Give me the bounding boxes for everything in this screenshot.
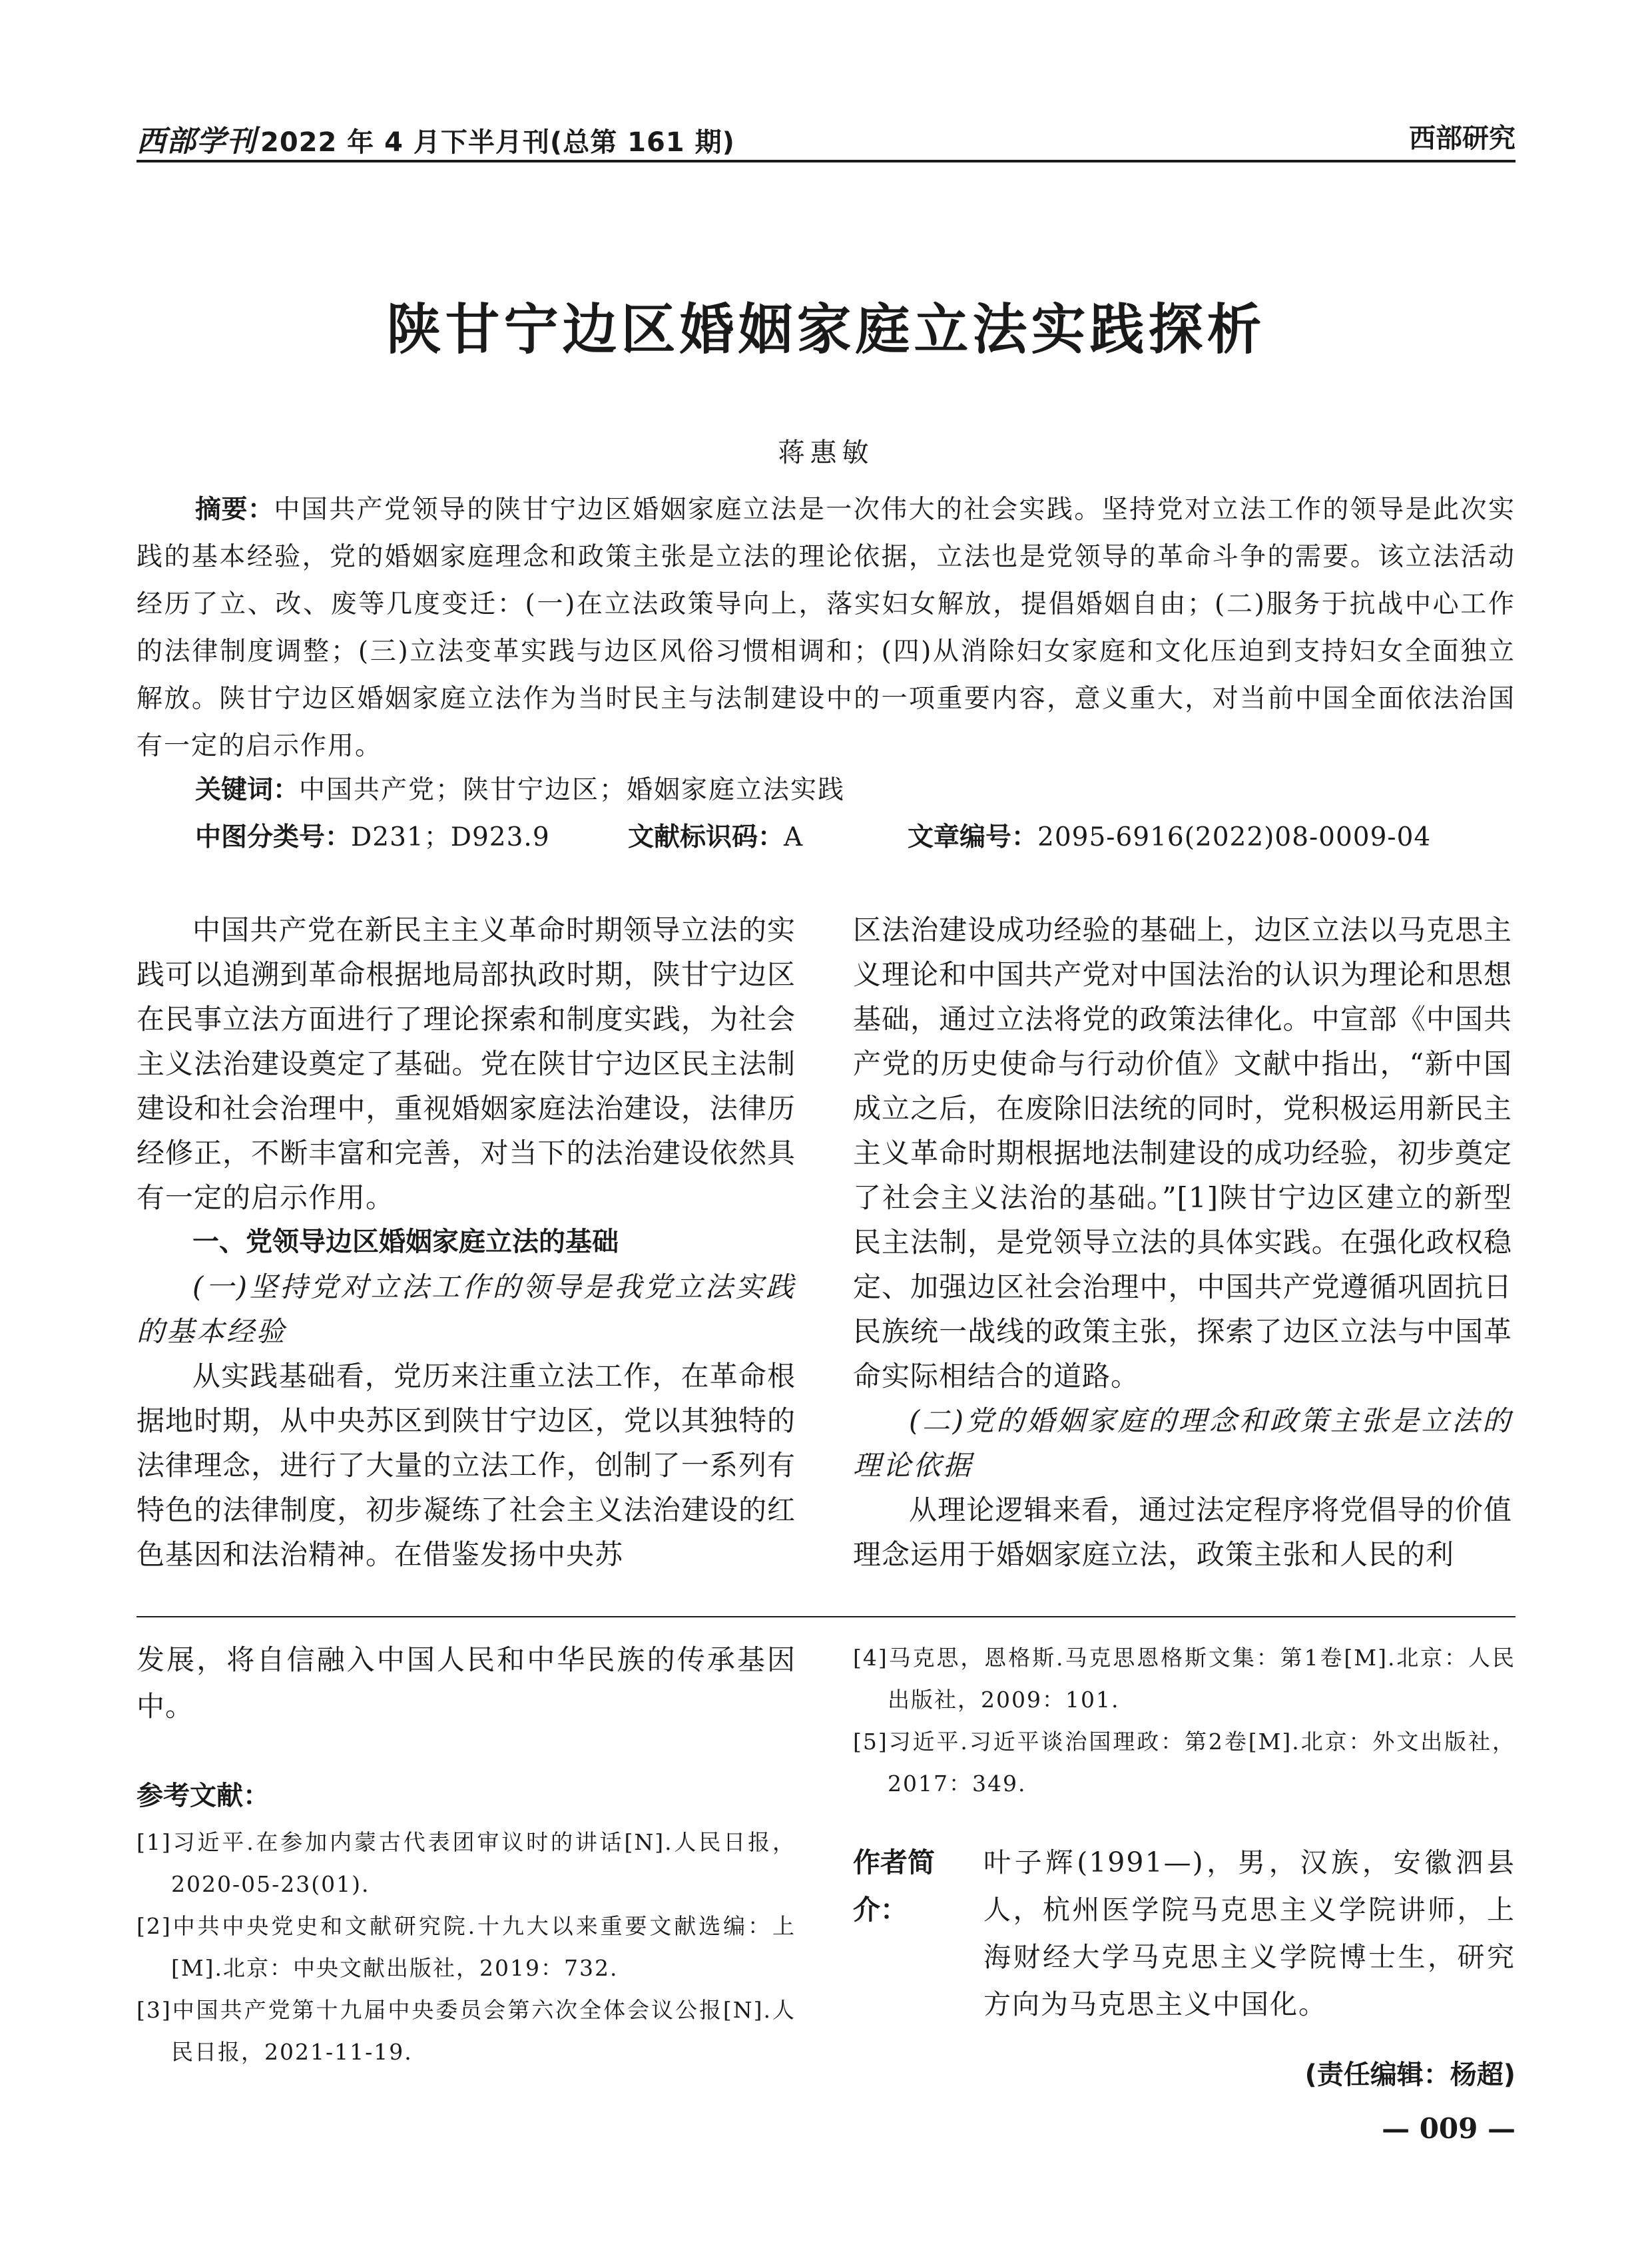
subsection-heading: (二)党的婚姻家庭的理念和政策主张是立法的理论依据: [853, 1404, 1512, 1482]
abstract-text: 中国共产党领导的陕甘宁边区婚姻家庭立法是一次伟大的社会实践。坚持党对立法工作的领导是此次实践的基本经验，党的婚姻家庭理念和政策主张是立法的理论依据，立法也是党领导的革命斗争的需要。该立法活动经历了立、改、废等几度变迁：(一)在立法政策导向上，落实妇女解放，提倡婚姻自由；(二)服务于抗战中心工作的法律制度调整；(三)立法变革实践与边区风俗习惯相调和；(四)从消除妇女家庭和文化压迫到支持妇女全面独立解放。陕甘宁边区婚姻家庭立法作为当时民主与法制建设中的一项重要内容，意义重大，对当前中国全面依法治国有一定的启示作用。: [137, 495, 1515, 761]
article-no-value: 2095-6916(2022)08-0009-04: [1037, 822, 1432, 852]
abstract-label: 摘要：: [195, 495, 274, 525]
references-list-right: [853, 1637, 1515, 1805]
doc-code-label: 文献标识码：: [628, 822, 784, 852]
issue-info: 2022 年 4 月下半月刊(总第 161 期): [260, 127, 735, 158]
header-rule: [137, 160, 1515, 162]
body-paragraph: 中国共产党在新民主主义革命时期领导立法的实践可以追溯到革命根据地局部执政时期，陕甘宁边区在民事立法方面进行了理论探索和制度实践，为社会主义法治建设奠定了基础。党在陕甘宁边区民主法制建设和社会治理中，重视婚姻家庭法治建设，法律历经修正，不断丰富和完善，对当下的法治建设依然具有一定的启示作用。: [137, 914, 796, 1214]
body-paragraph: 区法治建设成功经验的基础上，边区立法以马克思主义理论和中国共产党对中国法治的认识为理论和思想基础，通过立法将党的政策法律化。中宣部《中国共产党的历史使命与行动价值》文献中指出，“新中国成立之后，在废除旧法统的同时，党积极运用新民主主义革命时期根据地法制建设的成功经验，初步奠定了社会主义法治的基础。”[1]陕甘宁边区建立的新型民主法制，是党领导立法的具体实践。在强化政权稳定、加强边区社会治理中，中国共产党遵循巩固抗日民族统一战线的政策主张，探索了边区立法与中国革命实际相结合的道路。: [853, 914, 1512, 1392]
classification-line: [195, 816, 1431, 854]
clc-label: 中图分类号：: [195, 822, 352, 852]
keywords-label: 关键词：: [195, 775, 300, 805]
section-name: 西部研究: [1409, 123, 1515, 154]
reference-item: [4]马克思，恩格斯.马克思恩格斯文集：第1卷[M].北京：人民出版社，2009：101.: [853, 1645, 1515, 1713]
subsection-heading: (一)坚持党对立法工作的领导是我党立法实践的基本经验: [137, 1270, 796, 1348]
reference-item: [3]中国共产党第十九届中央委员会第六次全体会议公报[N].人民日报，2021-11-19.: [137, 1997, 796, 2065]
reference-item: [5]习近平.习近平谈治国理政：第2卷[M].北京：外文出版社，2017：349.: [853, 1729, 1515, 1797]
article-no-label: 文章编号：: [908, 822, 1038, 852]
body-column-left: [137, 908, 796, 1577]
author-bio: [853, 1839, 1515, 2028]
bio-text: 叶子辉(1991—)，男，汉族，安徽泗县人，杭州医学院马克思主义学院讲师，上海财经大学马克思主义学院博士生，研究方向为马克思主义中国化。: [983, 1846, 1515, 2020]
abstract: [137, 486, 1515, 770]
page-number: — 009 —: [1382, 2112, 1515, 2145]
clc-number: [195, 816, 628, 854]
bio-label: 作者简介：: [853, 1846, 935, 1926]
clc-value: D231；D923.9: [351, 822, 550, 852]
references-list-left: [137, 1821, 796, 2073]
body-paragraph: 从理论逻辑来看，通过法定程序将党倡导的价值理念运用于婚姻家庭立法，政策主张和人民的利: [853, 1494, 1512, 1571]
document-code: [628, 816, 908, 854]
footnote-divider: [137, 1616, 1515, 1617]
keywords-text: 中国共产党；陕甘宁边区；婚姻家庭立法实践: [299, 775, 846, 805]
author-name: 蒋惠敏: [778, 437, 874, 468]
previous-article-continuation: 发展，将自信融入中国人民和中华民族的传承基因中。: [137, 1643, 796, 1723]
body-column-right: [853, 908, 1512, 1577]
article-title: 陕甘宁边区婚姻家庭立法实践探析: [386, 298, 1266, 362]
section-heading: 一、党领导边区婚姻家庭立法的基础: [192, 1227, 619, 1257]
doc-code-value: A: [784, 822, 804, 852]
responsible-editor: (责任编辑：杨超): [1304, 2060, 1515, 2090]
journal-logo: 西部学刊: [137, 125, 256, 158]
article-number: [908, 816, 1431, 854]
running-header-journal: [137, 117, 735, 160]
reference-item: [2]中共中央党史和文献研究院.十九大以来重要文献选编：上[M].北京：中央文献出版社，2019：732.: [137, 1913, 796, 1981]
reference-item: [1]习近平.在参加内蒙古代表团审议时的讲话[N].人民日报，2020-05-23(01).: [137, 1829, 796, 1897]
body-paragraph: 从实践基础看，党历来注重立法工作，在革命根据地时期，从中央苏区到陕甘宁边区，党以其独特的法律理念，进行了大量的立法工作，创制了一系列有特色的法律制度，初步凝练了社会主义法治建设的红色基因和法治精神。在借鉴发扬中央苏: [137, 1360, 796, 1571]
references-heading: 参考文献：: [137, 1781, 270, 1811]
keywords: [195, 769, 845, 806]
